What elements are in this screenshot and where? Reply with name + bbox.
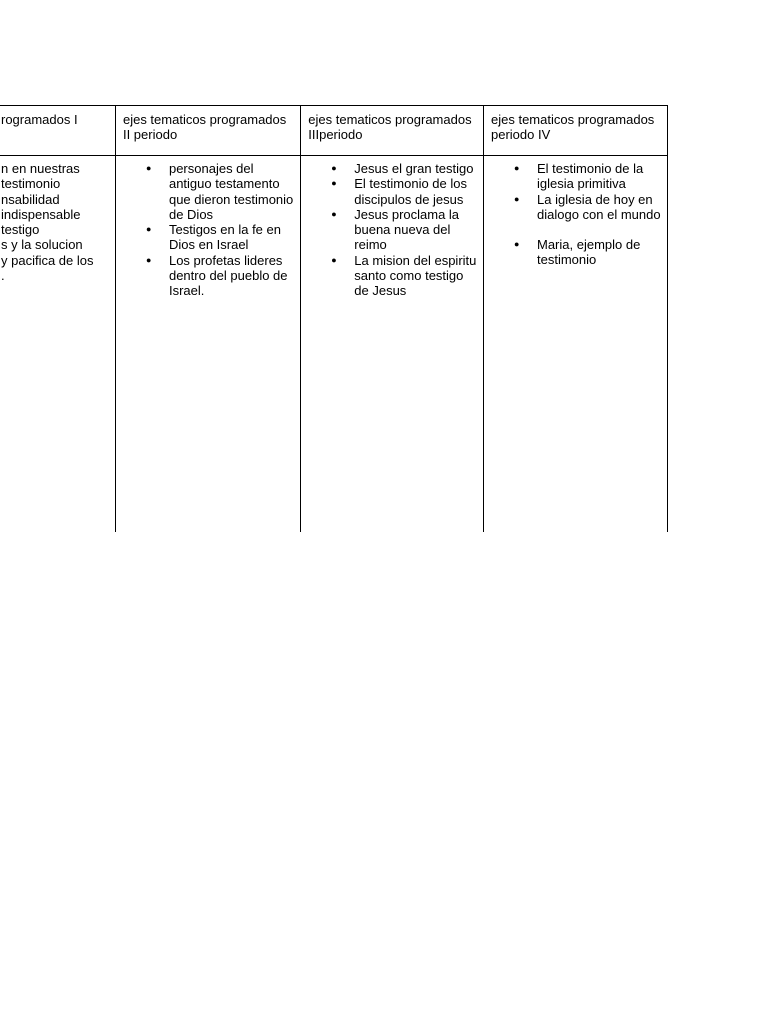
list-periodo-2 [116,161,300,299]
list-item [484,192,667,223]
header-text-periodo-1: rogramados I [1,112,78,127]
list-item [0,268,115,283]
list-item [301,207,483,253]
header-text-periodo-3: ejes tematicos programados IIIperiodo [308,112,472,143]
list-item [0,192,115,207]
list-item-text: La iglesia de hoy en dialogo con el mundo [537,191,661,222]
bullet-icon: ● [331,208,337,219]
table-header-row [0,106,668,156]
body-cell-periodo-3 [301,156,484,533]
list-item-text: Testigos en la fe en Dios en Israel [168,222,281,253]
list-item [0,237,115,252]
list-item [0,253,115,268]
list-item-text: testigo [1,222,40,238]
bullet-icon: ● [145,254,152,265]
header-text-periodo-4: ejes tematicos programados periodo IV [491,112,655,143]
document-table-viewport [0,105,768,532]
list-item-text: Los profetas lideres dentro del pueblo de Israel. [168,252,288,299]
bullet-icon: ● [145,163,152,173]
bullet-icon: ● [514,193,520,204]
list-item-text: s y la solucion [1,237,83,253]
table-body-row [0,156,668,533]
list-item-text: Jesus el gran testigo [354,161,474,176]
list-item-text: . [1,268,5,284]
list-item-text: personajes del antiguo testamento que dieron testimonio de Dios [168,161,294,222]
list-item-text: nsabilidad [1,191,60,207]
bullet-icon: ● [514,163,520,173]
list-item [116,253,300,299]
header-text-periodo-2: ejes tematicos programados II periodo [122,112,287,143]
list-item-text: El testimonio de los discipulos de jesus [354,176,467,207]
bullet-icon: ● [331,163,337,173]
list-item [0,222,115,237]
ejes-tematicos-table [0,105,668,532]
body-cell-periodo-4 [484,156,668,533]
list-item-text: indispensable [1,206,81,222]
list-item [484,161,667,192]
body-cell-periodo-2 [115,156,300,533]
list-item-text: Jesus proclama la buena nueva del reimo [354,206,460,253]
bullet-icon: ● [514,239,520,250]
list-item-text: testimonio [1,176,61,192]
list-item-text: El testimonio de la iglesia primitiva [537,161,644,192]
bullet-icon: ● [331,254,337,265]
header-cell-periodo-1 [0,106,115,156]
bullet-icon: ● [145,224,152,235]
list-item [0,161,115,176]
list-item [116,222,300,253]
list-periodo-4 [484,161,667,268]
list-item-text: La mision del espiritu santo como testigo de Jesus [354,252,477,299]
list-item-text: y pacifica de los [1,252,94,268]
bullet-icon: ● [331,178,337,189]
list-item-text: n en nuestras [1,161,80,176]
header-cell-periodo-3 [301,106,484,156]
list-item [0,176,115,191]
list-item [301,253,483,299]
list-item-text: Maria, ejemplo de testimonio [537,237,641,268]
header-cell-periodo-2 [115,106,300,156]
list-item [301,161,483,176]
list-item [0,207,115,222]
list-item [484,237,667,268]
list-periodo-3 [301,161,483,299]
list-item [116,161,300,222]
header-cell-periodo-4 [484,106,668,156]
list-item [301,176,483,207]
body-cell-periodo-1 [0,156,115,533]
list-periodo-1 [0,161,115,283]
